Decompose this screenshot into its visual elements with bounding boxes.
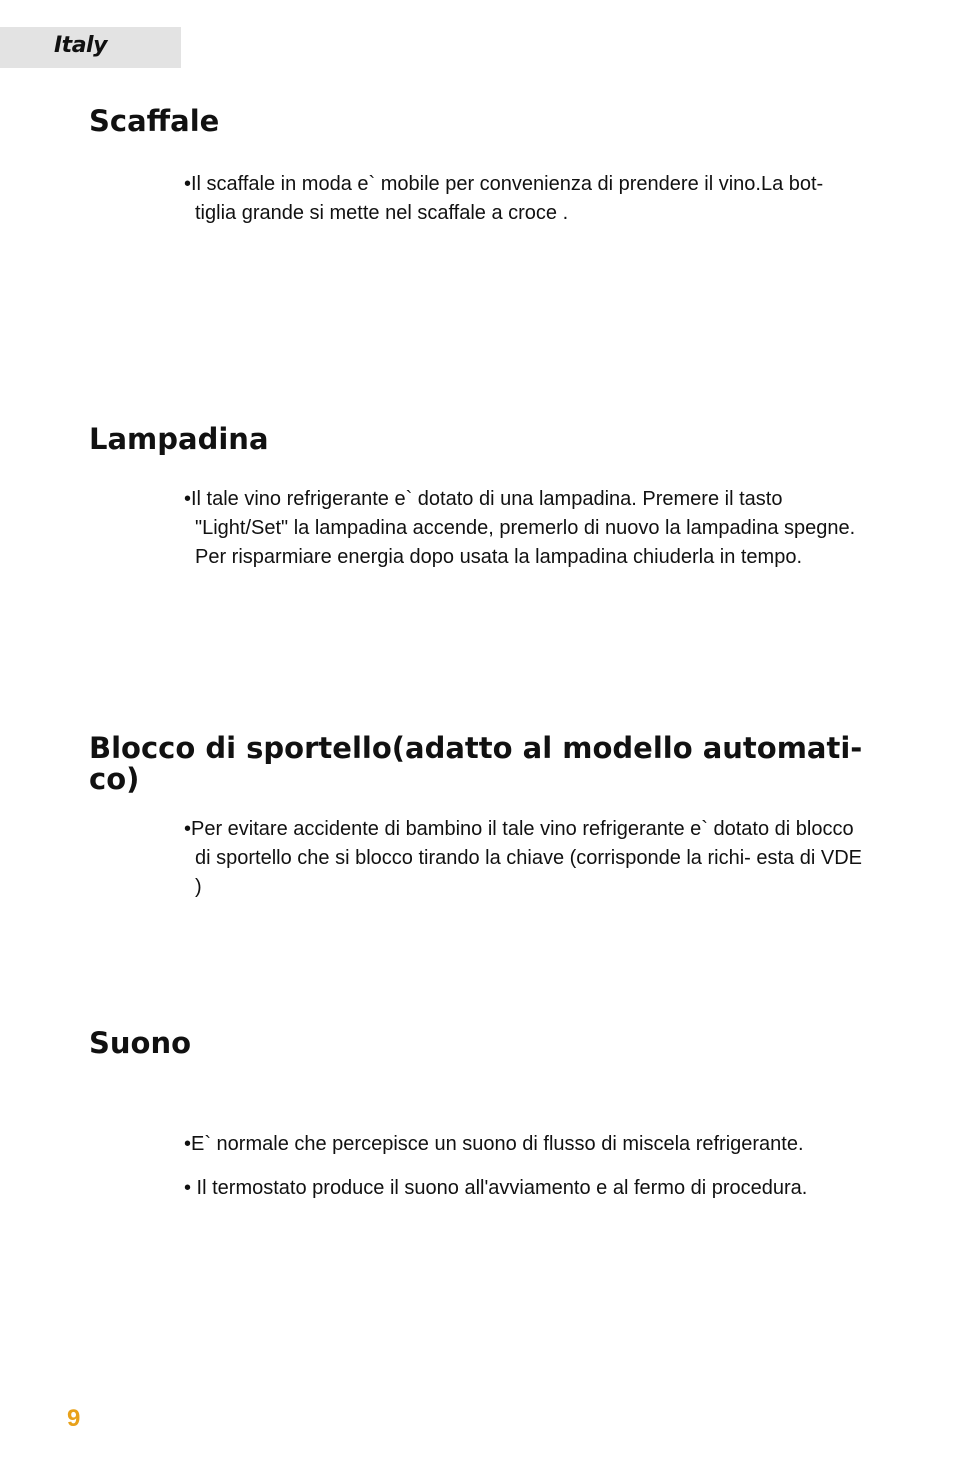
paragraph: •Il tale vino refrigerante e` dotato di una lampadina. Premere il tasto "Light/Set" la lampadina accende, premerlo di nuovo la lampadina spegne. Per risparmiare energia dopo usata la lampadina chiuderla in tempo. — [184, 488, 856, 568]
page-number: 9 — [67, 1405, 81, 1432]
section-body-scaffale — [179, 170, 869, 228]
section-body-lampadina — [179, 485, 869, 572]
paragraph: •Il scaffale in moda e` mobile per convenienza di prendere il vino.La bot- tiglia grande si mette nel scaffale a croce . — [184, 173, 824, 224]
paragraph: •E` normale che percepisce un suono di flusso di miscela refrigerante. — [184, 1133, 804, 1155]
section-body-blocco-sportello — [179, 815, 869, 902]
section-body-suono — [179, 1130, 869, 1203]
section-title-blocco-sportello: Blocco di sportello(adatto al modello automati- co) — [89, 731, 863, 796]
paragraph: •Per evitare accidente di bambino il tale vino refrigerante e` dotato di blocco di sportello che si blocco tirando la chiave (corrisponde la richi- esta di VDE ) — [184, 818, 862, 898]
section-title-lampadina: Lampadina — [89, 422, 269, 456]
section-title-scaffale: Scaffale — [89, 104, 220, 138]
language-label: Italy — [54, 33, 107, 58]
section-title-suono: Suono — [89, 1026, 192, 1060]
paragraph: • Il termostato produce il suono all'avviamento e al fermo di procedura. — [184, 1177, 808, 1199]
